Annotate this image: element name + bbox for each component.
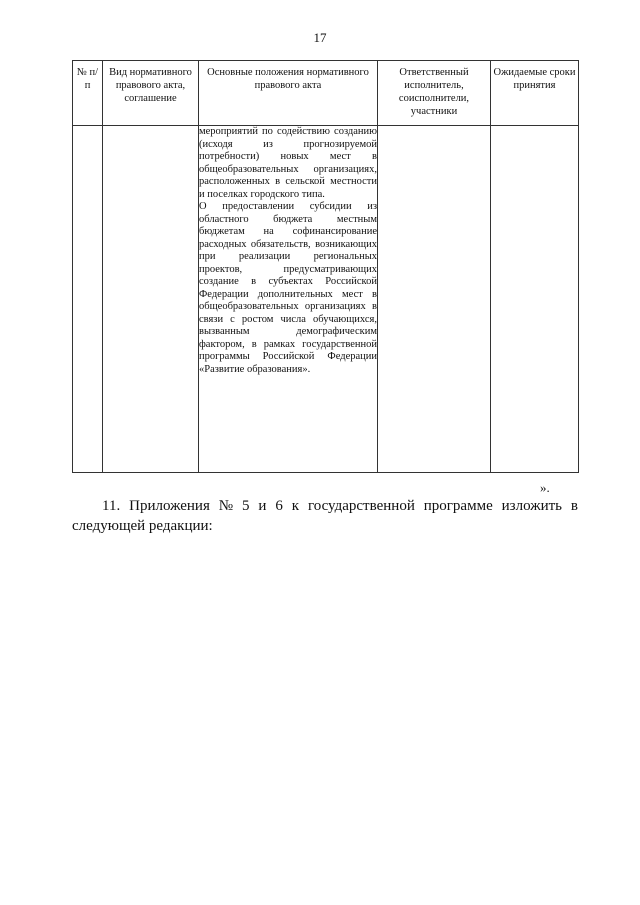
table-header-row xyxy=(73,61,579,126)
item-word: в xyxy=(570,498,578,514)
item-11-paragraph xyxy=(72,496,578,536)
item-word: изложить xyxy=(501,498,562,514)
header-act-type: Вид нормативного правового акта, соглашение xyxy=(103,61,199,126)
provision-paragraph-2: О предоставлении субсидии из областного бюджета местным бюджетам на софинансирование расходных обязательств, возникающих при реализации региональных проектов, предусматривающих создание в субъектах Российской Федерации дополнительных мест в общеобразовательных организациях в связи с ростом числа обучающихся, вызванным демографическим фактором, в рамках государственной программы Российской Федерации «Развитие образования». xyxy=(199,201,377,375)
regulatory-acts-table xyxy=(72,60,579,473)
item-word: Приложения xyxy=(129,498,210,514)
header-deadline: Ожидаемые сроки принятия xyxy=(491,61,579,126)
cell-responsible xyxy=(378,126,491,473)
cell-number xyxy=(73,126,103,473)
header-responsible: Ответственный исполнитель, соисполнители, участники xyxy=(378,61,491,126)
item-word: 5 xyxy=(241,498,250,514)
item-11-second-line: следующей редакции: xyxy=(72,518,213,534)
item-word: № xyxy=(218,498,234,514)
closing-quote: ». xyxy=(540,480,550,495)
item-word: 6 xyxy=(275,498,283,514)
header-main-provisions: Основные положения нормативного правового акта xyxy=(199,61,378,126)
table-row xyxy=(73,126,579,473)
item-word: 11. xyxy=(102,498,121,514)
cell-provisions xyxy=(199,126,378,473)
cell-deadline xyxy=(491,126,579,473)
header-number: № п/п xyxy=(73,61,103,126)
page-number: 17 xyxy=(313,30,327,45)
cell-act-type xyxy=(103,126,199,473)
item-word: государственной xyxy=(307,498,415,514)
item-word: к xyxy=(291,498,300,514)
item-11-first-line xyxy=(72,496,578,516)
item-word: и xyxy=(258,498,267,514)
provision-paragraph-1: мероприятий по содействию созданию (исходя из прогнозируемой потребности) новых мест в общеобразовательных организациях, расположенных в сельской местности и поселках городского типа. xyxy=(199,126,377,200)
item-word: программе xyxy=(423,498,493,514)
